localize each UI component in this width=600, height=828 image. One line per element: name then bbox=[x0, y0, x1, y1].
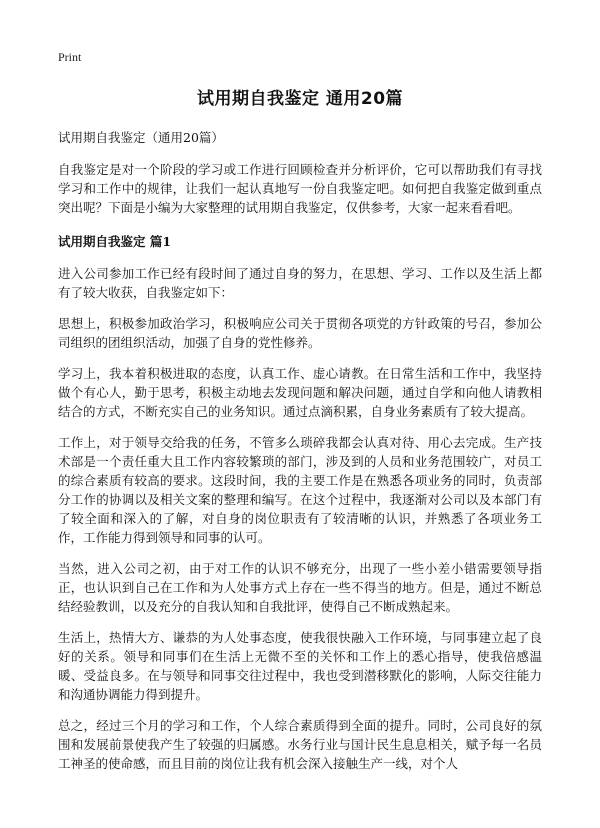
body-paragraph: 总之，经过三个月的学习和工作，个人综合素质得到全面的提升。同时，公司良好的氛围和发展前景使我产生了较强的归属感。水务行业与国计民生息息相关，赋予每一名员工神圣的使命感，而且目前的岗位让我有机会深入接触生产一线，对个人 bbox=[58, 718, 542, 771]
body-paragraph: 当然，进入公司之初，由于对工作的认识不够充分，出现了一些小差小错需要领导指正，也认识到自己在工作和为人处事方式上存在一些不得当的地方。但是，通过不断总结经验教训，以及充分的自我认知和自我批评，使得自己不断成熟起来。 bbox=[58, 561, 542, 614]
section-heading: 试用期自我鉴定 篇1 bbox=[58, 234, 172, 249]
body-paragraph: 思想上，积极参加政治学习，积极响应公司关于贯彻各项党的方针政策的号召，参加公司组织的团组织活动，加强了自身的党性修养。 bbox=[58, 316, 542, 350]
body-paragraph: 工作上，对于领导交给我的任务，不管多么琐碎我都会认真对待、用心去完成。生产技术部是一个责任重大且工作内容较繁琐的部门，涉及到的人员和业务范围较广，对员工的综合素质有较高的要求。这段时间，我的主要工作是在熟悉各项业务的同时，负责部分工作的协调以及相关文案的整理和编写。在这个过程中，我逐渐对公司以及本部门有了较全面和深入的了解，对自身的岗位职责有了较清晰的认识，并熟悉了各项业务工作，工作能力得到领导和同事的认可。 bbox=[58, 435, 542, 545]
body-paragraph: 学习上，我本着积极进取的态度，认真工作、虚心请教。在日常生活和工作中，我坚持做个有心人，勤于思考，积极主动地去发现问题和解决问题，通过自学和向他人请教相结合的方式，不断充实自己的业务知识。通过点滴积累，自身业务素质有了较大提高。 bbox=[58, 366, 542, 419]
page-title: 试用期自我鉴定 通用20篇 bbox=[196, 89, 404, 109]
intro-paragraph: 自我鉴定是对一个阶段的学习或工作进行回顾检查并分析评价，它可以帮助我们有寻找学习和工作中的规律，让我们一起认真地写一份自我鉴定吧。如何把自我鉴定做到重点突出呢？下面是小编为大家整理的试用期自我鉴定，仅供参考，大家一起来看看吧。 bbox=[58, 162, 542, 215]
print-link[interactable]: Print bbox=[58, 50, 82, 64]
document-subtitle: 试用期自我鉴定（通用20篇） bbox=[58, 130, 224, 145]
body-paragraph: 进入公司参加工作已经有段时间了通过自身的努力，在思想、学习、工作以及生活上都有了较大收获，自我鉴定如下： bbox=[58, 266, 542, 300]
body-paragraph: 生活上，热情大方、谦恭的为人处事态度，使我很快融入工作环境，与同事建立起了良好的关系。领导和同事们在生活上无微不至的关怀和工作上的悉心指导，使我倍感温暖、受益良多。在与领导和同事交往过程中，我也受到潜移默化的影响，人际交往能力和沟通协调能力得到提升。 bbox=[58, 630, 542, 702]
